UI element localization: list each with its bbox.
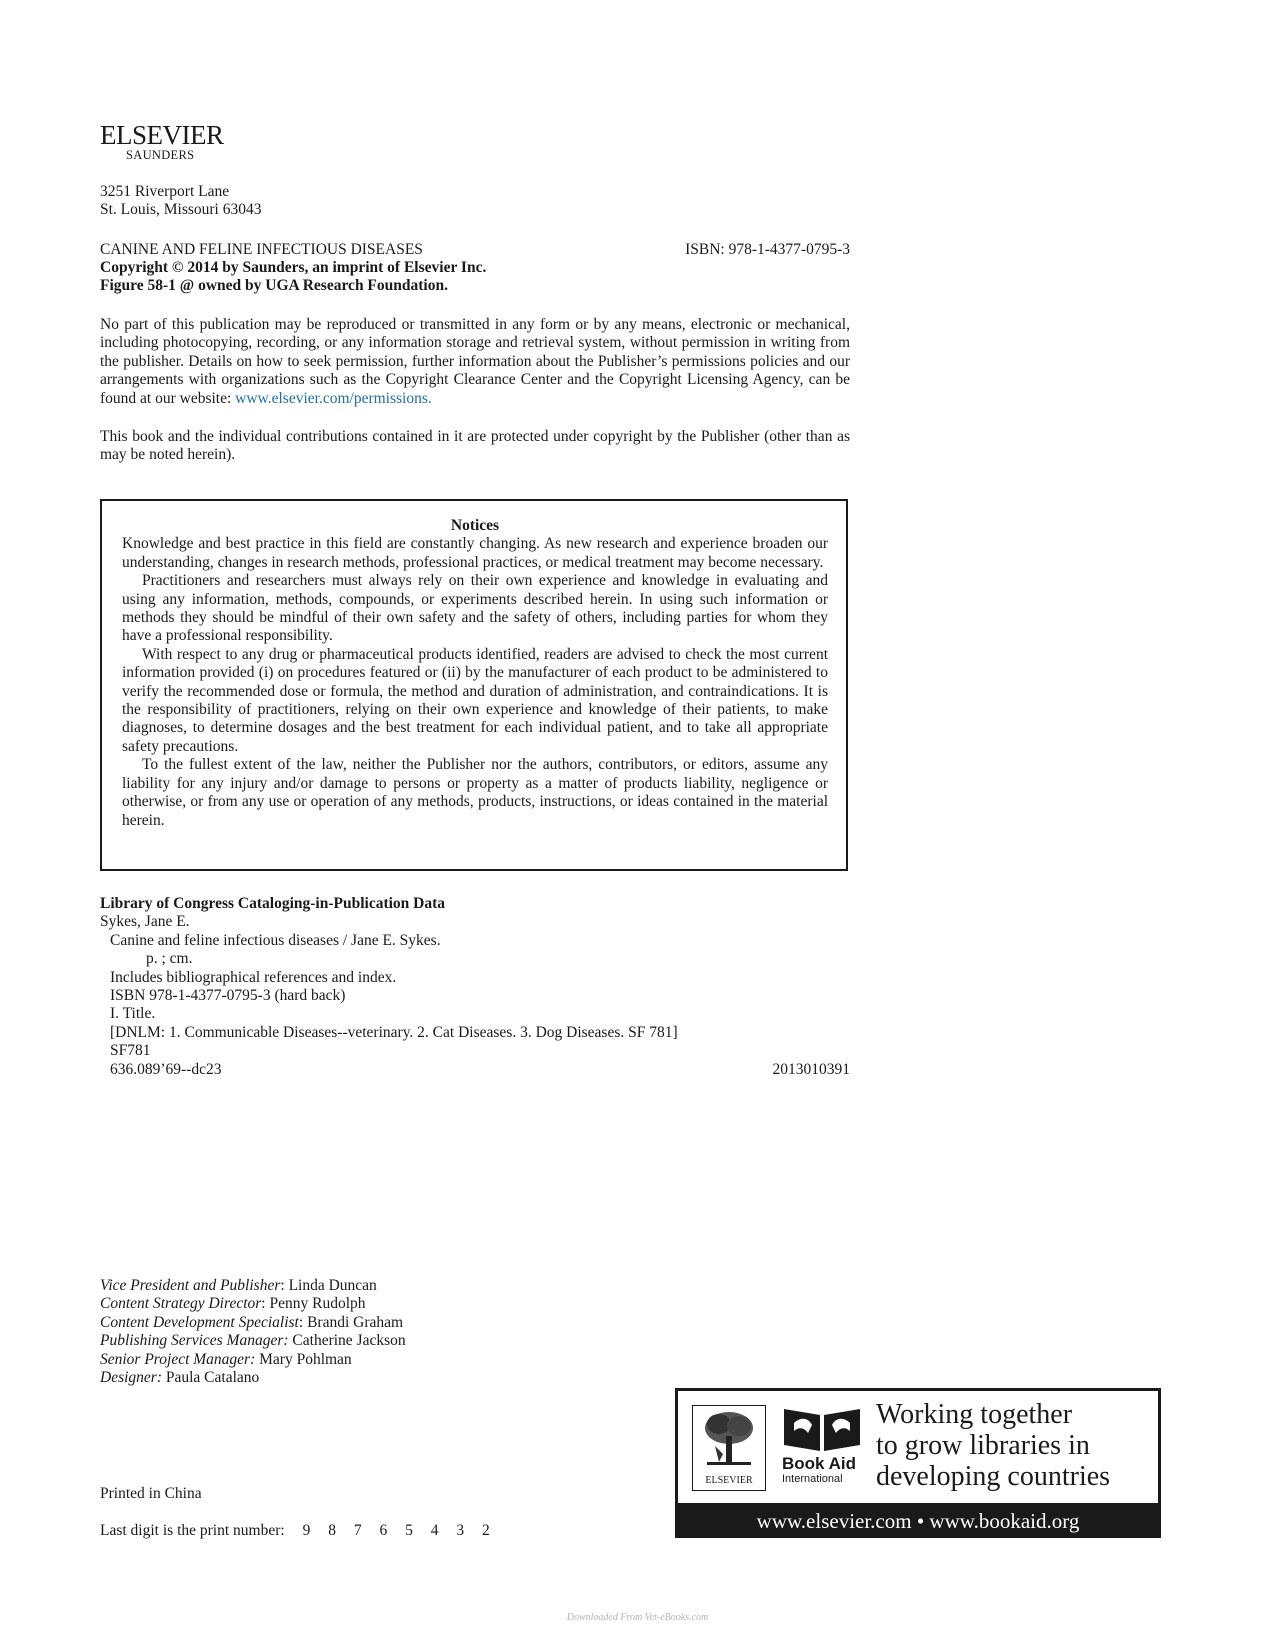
printed-in: Printed in China (100, 1485, 202, 1502)
permissions-paragraph (100, 316, 850, 408)
credit-role: Content Development Specialist (100, 1313, 299, 1331)
book-aid-label: Book Aid (782, 1454, 856, 1473)
print-digit: 7 (353, 1522, 362, 1539)
address-line: St. Louis, Missouri 63043 (100, 201, 262, 219)
address-line: 3251 Riverport Lane (100, 183, 230, 200)
notice-paragraph: With respect to any drug or pharmaceutical products identified, readers are advised to check the most current information provided (i) on procedures featured or (ii) by the manufacturer of each product to be administered to verify the recommended dose or formula, the method and duration of administration, and contraindications. It is the responsibility of practitioners, relying on their own experience and knowledge of their patients, to make diagnoses, to determine dosages and the best treatment for each individual patient, and to take all appropriate safety precautions. (122, 645, 828, 755)
credit-line (100, 1351, 600, 1369)
credit-name: Brandi Graham (307, 1313, 404, 1331)
credit-role: Senior Project Manager: (100, 1350, 256, 1368)
tagline-line: Working together (876, 1399, 1073, 1430)
credit-line: Content Development Specialist: Brandi Graham (100, 1313, 404, 1331)
notices-box (100, 499, 848, 871)
cip-title: I. Title. (110, 1005, 156, 1023)
cip-dnlm: [DNLM: 1. Communicable Diseases--veterinary. 2. Cat Diseases. 3. Dog Diseases. SF 781] (110, 1023, 678, 1041)
credits-block (100, 1277, 600, 1387)
print-digit: 6 (379, 1522, 388, 1539)
credit-line (100, 1332, 600, 1350)
protection-paragraph: This book and the individual contributions contained in it are protected under copyright by the Publisher (other than as may be noted herein). (100, 428, 850, 464)
permissions-link[interactable]: www.elsevier.com/permissions. (235, 389, 432, 407)
title-isbn-line (100, 241, 850, 259)
credit-role: Vice President and Publisher (100, 1277, 281, 1294)
cip-author: Sykes, Jane E. (100, 913, 190, 931)
credit-name: Linda Duncan (288, 1277, 377, 1294)
print-digit: 3 (456, 1522, 465, 1539)
cip-class: SF781 (110, 1042, 151, 1060)
tagline-line: developing countries (876, 1461, 1111, 1492)
credit-line: Content Strategy Director: Penny Rudolph (100, 1295, 366, 1313)
elsevier-small-label: ELSEVIER (705, 1475, 753, 1486)
credit-name: Paula Catalano (165, 1369, 260, 1387)
publisher-address (100, 183, 500, 220)
book-aid-international: International (782, 1473, 843, 1485)
copyright-line: Copyright © 2014 by Saunders, an imprint of Elsevier Inc. (100, 259, 487, 276)
figure-credit-line: Figure 58-1 @ owned by UGA Research Foundation. (100, 277, 448, 295)
credit-name: Mary Pohlman (259, 1350, 352, 1368)
print-digit: 9 (302, 1522, 311, 1539)
credit-role: Publishing Services Manager: (100, 1332, 289, 1350)
cip-title-line: Canine and feline infectious diseases / Jane E. Sykes. (110, 931, 441, 949)
cip-data-block (100, 895, 850, 1079)
credit-role: Content Strategy Director (100, 1295, 262, 1313)
print-number-line (100, 1522, 490, 1540)
credit-line: Vice President and Publisher: Linda Duncan (100, 1277, 377, 1294)
notices-title: Notices (450, 517, 500, 534)
print-number-label: Last digit is the print number: (100, 1522, 285, 1539)
cip-lccn: 2013010391 (772, 1060, 850, 1078)
tree-icon (693, 1406, 765, 1472)
credit-name: Catherine Jackson (292, 1332, 406, 1350)
cip-dewey: 636.089’69--dc23 (110, 1060, 222, 1078)
cip-refs: Includes bibliographical references and index. (110, 968, 397, 986)
notice-paragraph: Knowledge and best practice in this field are constantly changing. As new research and experience broaden our understanding, changes in research methods, professional practices, or medical treatment may become necessary. (122, 535, 828, 571)
notice-paragraph: To the fullest extent of the law, neither the Publisher nor the authors, contributors, or editors, assume any liability for any injury and/or damage to persons or property as a matter of products liability, negligence or otherwise, or from any use or operation of any methods, products, instructions, or ideas contained in the material herein. (122, 756, 828, 829)
notice-paragraph: Practitioners and researchers must always rely on their own experience and knowledge in evaluating and using any information, methods, compounds, or experiments described herein. In using such information or methods they should be mindful of their own safety and the safety of others, including parties for whom they have a professional responsibility. (122, 572, 828, 645)
print-digit: 2 (481, 1522, 490, 1539)
cip-dewey-row (100, 1061, 850, 1079)
print-digit: 4 (430, 1522, 439, 1539)
publisher-logo-elsevier: ELSEVIER (100, 120, 224, 150)
copyright-block (100, 259, 850, 296)
isbn: ISBN: 978-1-4377-0795-3 (685, 241, 850, 258)
permissions-text: No part of this publication may be reproduced or transmitted in any form or by any means, electronic or mechanical, including photocopying, recording, or any information storage and retrieval system, without permission in writing from the publisher. Details on how to seek permission, further information about the Publisher’s permissions policies and our arrangements with organizations such as the Copyright Clearance Center and the Copyright Licensing Agency, can be found at our website: (100, 316, 850, 407)
bookaid-ad (675, 1388, 1161, 1506)
credit-name: Penny Rudolph (269, 1295, 366, 1313)
elsevier-tree-logo (692, 1405, 766, 1491)
cip-isbn: ISBN 978-1-4377-0795-3 (hard back) (110, 987, 346, 1005)
cip-heading: Library of Congress Cataloging-in-Publication Data (100, 895, 446, 912)
print-digit: 8 (328, 1522, 336, 1539)
credit-role: Designer: (100, 1369, 162, 1387)
publisher-logo-saunders: SAUNDERS (126, 148, 195, 162)
bookaid-urls[interactable]: www.elsevier.com • www.bookaid.org (675, 1504, 1161, 1538)
open-book-hands-icon (782, 1403, 862, 1453)
cip-pages: p. ; cm. (146, 950, 193, 968)
book-title: CANINE AND FELINE INFECTIOUS DISEASES (100, 241, 423, 258)
print-digit: 5 (405, 1522, 413, 1539)
tagline-line: to grow libraries in (876, 1430, 1090, 1461)
download-watermark: Downloaded From Vet-eBooks.com (566, 1612, 709, 1623)
bookaid-tagline (876, 1399, 1110, 1492)
credit-line (100, 1369, 600, 1387)
